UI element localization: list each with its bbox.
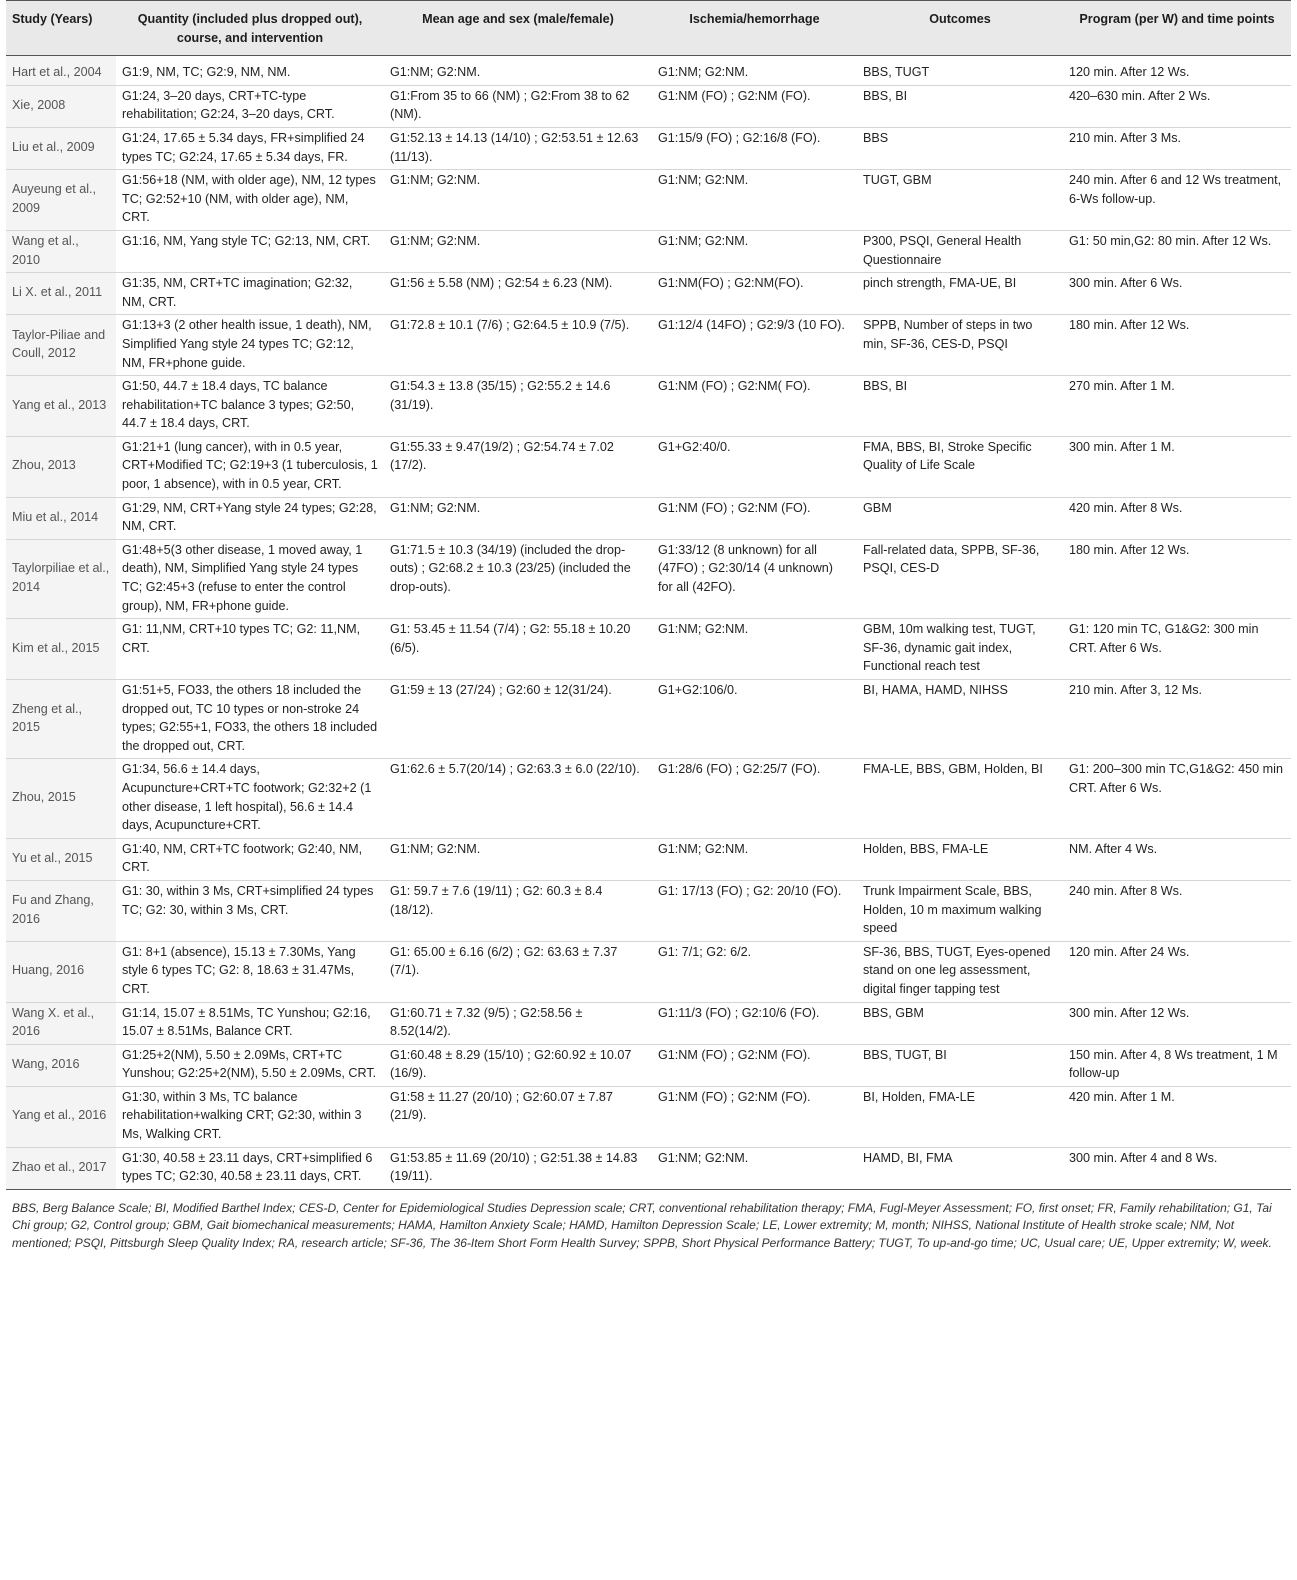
quantity-cell: G1:34, 56.6 ± 14.4 days, Acupuncture+CRT+TC footwork; G2:32+2 (1 other disease, 1 left hospital), 56.6 ± 14.4 days, Acupuncture+CRT. bbox=[116, 759, 384, 838]
study-cell: Taylor-Piliae and Coull, 2012 bbox=[6, 315, 116, 376]
program-cell: 210 min. After 3 Ms. bbox=[1063, 127, 1291, 169]
ischemia-cell: G1:15/9 (FO) ; G2:16/8 (FO). bbox=[652, 127, 857, 169]
program-cell: 120 min. After 12 Ws. bbox=[1063, 56, 1291, 86]
study-cell: Miu et al., 2014 bbox=[6, 497, 116, 539]
outcomes-cell: BI, HAMA, HAMD, NIHSS bbox=[857, 680, 1063, 759]
ischemia-cell: G1:NM; G2:NM. bbox=[652, 838, 857, 880]
table-row bbox=[6, 539, 1291, 618]
study-cell: Xie, 2008 bbox=[6, 85, 116, 127]
outcomes-cell: SPPB, Number of steps in two min, SF-36, CES-D, PSQI bbox=[857, 315, 1063, 376]
table-row bbox=[6, 376, 1291, 437]
table-row bbox=[6, 941, 1291, 1002]
header-program: Program (per W) and time points bbox=[1063, 1, 1291, 56]
age-sex-cell: G1:72.8 ± 10.1 (7/6) ; G2:64.5 ± 10.9 (7/5). bbox=[384, 315, 652, 376]
outcomes-cell: Fall-related data, SPPB, SF-36, PSQI, CES-D bbox=[857, 539, 1063, 618]
ischemia-cell: G1:33/12 (8 unknown) for all (47FO) ; G2:30/14 (4 unknown) for all (42FO). bbox=[652, 539, 857, 618]
age-sex-cell: G1:NM; G2:NM. bbox=[384, 838, 652, 880]
ischemia-cell: G1:11/3 (FO) ; G2:10/6 (FO). bbox=[652, 1002, 857, 1044]
program-cell: G1: 120 min TC, G1&G2: 300 min CRT. After 6 Ws. bbox=[1063, 619, 1291, 680]
study-cell: Wang, 2016 bbox=[6, 1044, 116, 1086]
study-cell: Fu and Zhang, 2016 bbox=[6, 880, 116, 941]
quantity-cell: G1:56+18 (NM, with older age), NM, 12 types TC; G2:52+10 (NM, with older age), NM, CRT. bbox=[116, 170, 384, 231]
study-cell: Li X. et al., 2011 bbox=[6, 273, 116, 315]
age-sex-cell: G1: 65.00 ± 6.16 (6/2) ; G2: 63.63 ± 7.37 (7/1). bbox=[384, 941, 652, 1002]
quantity-cell: G1:21+1 (lung cancer), with in 0.5 year, CRT+Modified TC; G2:19+3 (1 tuberculosis, 1 poor, 1 absence), with in 0.5 year, CRT. bbox=[116, 436, 384, 497]
table-row bbox=[6, 838, 1291, 880]
table-body bbox=[6, 56, 1291, 1190]
quantity-cell: G1: 8+1 (absence), 15.13 ± 7.30Ms, Yang style 6 types TC; G2: 8, 18.63 ± 31.47Ms, CRT. bbox=[116, 941, 384, 1002]
outcomes-cell: FMA-LE, BBS, GBM, Holden, BI bbox=[857, 759, 1063, 838]
table-row bbox=[6, 1002, 1291, 1044]
study-cell: Yu et al., 2015 bbox=[6, 838, 116, 880]
header-quantity: Quantity (included plus dropped out), course, and intervention bbox=[116, 1, 384, 56]
study-cell: Hart et al., 2004 bbox=[6, 56, 116, 86]
table-row bbox=[6, 1086, 1291, 1147]
program-cell: 300 min. After 1 M. bbox=[1063, 436, 1291, 497]
quantity-cell: G1:13+3 (2 other health issue, 1 death), NM, Simplified Yang style 24 types TC; G2:12, NM, FR+phone guide. bbox=[116, 315, 384, 376]
quantity-cell: G1: 30, within 3 Ms, CRT+simplified 24 types TC; G2: 30, within 3 Ms, CRT. bbox=[116, 880, 384, 941]
outcomes-cell: BBS bbox=[857, 127, 1063, 169]
table-footnote: BBS, Berg Balance Scale; BI, Modified Barthel Index; CES-D, Center for Epidemiological Studies Depression scale; CRT, conventional rehabilitation therapy; FMA, Fugl-Meyer Assessment; FO, first onset; FR, Family rehabilitation; G1, Tai Chi group; G2, Control group; GBM, Gait biomechanical measurements; HAMA, Hamilton Anxiety Scale; HAMD, Hamilton Depression Scale; LE, Lower extremity; M, month; NIHSS, National Institute of Health stroke scale; NM, Not mentioned; PSQI, Pittsburgh Sleep Quality Index; RA, research article; SF-36, The 36-Item Short Form Health Survey; SPPB, Short Physical Performance Battery; TUGT, To up-and-go time; UC, Usual care; UE, Upper extremity; W, week. bbox=[12, 1200, 1272, 1251]
age-sex-cell: G1:53.85 ± 11.69 (20/10) ; G2:51.38 ± 14.83 (19/11). bbox=[384, 1147, 652, 1189]
age-sex-cell: G1:NM; G2:NM. bbox=[384, 497, 652, 539]
table-row bbox=[6, 619, 1291, 680]
age-sex-cell: G1:54.3 ± 13.8 (35/15) ; G2:55.2 ± 14.6 (31/19). bbox=[384, 376, 652, 437]
outcomes-cell: BBS, TUGT, BI bbox=[857, 1044, 1063, 1086]
ischemia-cell: G1: 17/13 (FO) ; G2: 20/10 (FO). bbox=[652, 880, 857, 941]
study-cell: Yang et al., 2016 bbox=[6, 1086, 116, 1147]
program-cell: G1: 50 min,G2: 80 min. After 12 Ws. bbox=[1063, 230, 1291, 272]
ischemia-cell: G1:NM (FO) ; G2:NM( FO). bbox=[652, 376, 857, 437]
ischemia-cell: G1:NM (FO) ; G2:NM (FO). bbox=[652, 1044, 857, 1086]
header-ischemia: Ischemia/hemorrhage bbox=[652, 1, 857, 56]
header-outcomes: Outcomes bbox=[857, 1, 1063, 56]
quantity-cell: G1:48+5(3 other disease, 1 moved away, 1 death), NM, Simplified Yang style 24 types TC; G2:45+3 (refuse to enter the control group), NM, FR+phone guide. bbox=[116, 539, 384, 618]
quantity-cell: G1:24, 17.65 ± 5.34 days, FR+simplified 24 types TC; G2:24, 17.65 ± 5.34 days, FR. bbox=[116, 127, 384, 169]
outcomes-cell: pinch strength, FMA-UE, BI bbox=[857, 273, 1063, 315]
study-cell: Liu et al., 2009 bbox=[6, 127, 116, 169]
age-sex-cell: G1:NM; G2:NM. bbox=[384, 170, 652, 231]
outcomes-cell: SF-36, BBS, TUGT, Eyes-opened stand on one leg assessment, digital finger tapping test bbox=[857, 941, 1063, 1002]
study-cell: Zhou, 2013 bbox=[6, 436, 116, 497]
age-sex-cell: G1:52.13 ± 14.13 (14/10) ; G2:53.51 ± 12.63 (11/13). bbox=[384, 127, 652, 169]
ischemia-cell: G1:NM(FO) ; G2:NM(FO). bbox=[652, 273, 857, 315]
quantity-cell: G1:40, NM, CRT+TC footwork; G2:40, NM, CRT. bbox=[116, 838, 384, 880]
age-sex-cell: G1:59 ± 13 (27/24) ; G2:60 ± 12(31/24). bbox=[384, 680, 652, 759]
age-sex-cell: G1:55.33 ± 9.47(19/2) ; G2:54.74 ± 7.02 (17/2). bbox=[384, 436, 652, 497]
outcomes-cell: GBM bbox=[857, 497, 1063, 539]
age-sex-cell: G1:62.6 ± 5.7(20/14) ; G2:63.3 ± 6.0 (22/10). bbox=[384, 759, 652, 838]
ischemia-cell: G1:NM (FO) ; G2:NM (FO). bbox=[652, 497, 857, 539]
outcomes-cell: Holden, BBS, FMA-LE bbox=[857, 838, 1063, 880]
study-cell: Yang et al., 2013 bbox=[6, 376, 116, 437]
ischemia-cell: G1:NM; G2:NM. bbox=[652, 619, 857, 680]
ischemia-cell: G1:NM (FO) ; G2:NM (FO). bbox=[652, 1086, 857, 1147]
table-row bbox=[6, 127, 1291, 169]
program-cell: 120 min. After 24 Ws. bbox=[1063, 941, 1291, 1002]
quantity-cell: G1:25+2(NM), 5.50 ± 2.09Ms, CRT+TC Yunshou; G2:25+2(NM), 5.50 ± 2.09Ms, CRT. bbox=[116, 1044, 384, 1086]
program-cell: 150 min. After 4, 8 Ws treatment, 1 M follow-up bbox=[1063, 1044, 1291, 1086]
age-sex-cell: G1: 53.45 ± 11.54 (7/4) ; G2: 55.18 ± 10.20 (6/5). bbox=[384, 619, 652, 680]
ischemia-cell: G1: 7/1; G2: 6/2. bbox=[652, 941, 857, 1002]
ischemia-cell: G1:NM; G2:NM. bbox=[652, 56, 857, 86]
table-row bbox=[6, 680, 1291, 759]
age-sex-cell: G1:71.5 ± 10.3 (34/19) (included the drop-outs) ; G2:68.2 ± 10.3 (23/25) (included the drop-outs). bbox=[384, 539, 652, 618]
studies-table bbox=[6, 0, 1291, 1190]
program-cell: 270 min. After 1 M. bbox=[1063, 376, 1291, 437]
study-cell: Zhao et al., 2017 bbox=[6, 1147, 116, 1189]
table-row bbox=[6, 880, 1291, 941]
quantity-cell: G1:50, 44.7 ± 18.4 days, TC balance rehabilitation+TC balance 3 types; G2:50, 44.7 ± 18.4 days, CRT. bbox=[116, 376, 384, 437]
study-cell: Zheng et al., 2015 bbox=[6, 680, 116, 759]
ischemia-cell: G1:NM; G2:NM. bbox=[652, 170, 857, 231]
table-row bbox=[6, 315, 1291, 376]
program-cell: NM. After 4 Ws. bbox=[1063, 838, 1291, 880]
age-sex-cell: G1:60.71 ± 7.32 (9/5) ; G2:58.56 ± 8.52(14/2). bbox=[384, 1002, 652, 1044]
quantity-cell: G1:35, NM, CRT+TC imagination; G2:32, NM, CRT. bbox=[116, 273, 384, 315]
ischemia-cell: G1:NM; G2:NM. bbox=[652, 230, 857, 272]
age-sex-cell: G1: 59.7 ± 7.6 (19/11) ; G2: 60.3 ± 8.4 (18/12). bbox=[384, 880, 652, 941]
age-sex-cell: G1:NM; G2:NM. bbox=[384, 230, 652, 272]
table-row bbox=[6, 230, 1291, 272]
program-cell: 420 min. After 8 Ws. bbox=[1063, 497, 1291, 539]
program-cell: 240 min. After 6 and 12 Ws treatment, 6-Ws follow-up. bbox=[1063, 170, 1291, 231]
study-cell: Auyeung et al., 2009 bbox=[6, 170, 116, 231]
quantity-cell: G1:30, within 3 Ms, TC balance rehabilitation+walking CRT; G2:30, within 3 Ms, Walking CRT. bbox=[116, 1086, 384, 1147]
program-cell: 180 min. After 12 Ws. bbox=[1063, 539, 1291, 618]
study-cell: Kim et al., 2015 bbox=[6, 619, 116, 680]
outcomes-cell: BBS, BI bbox=[857, 376, 1063, 437]
program-cell: 300 min. After 12 Ws. bbox=[1063, 1002, 1291, 1044]
outcomes-cell: Trunk Impairment Scale, BBS, Holden, 10 m maximum walking speed bbox=[857, 880, 1063, 941]
age-sex-cell: G1:58 ± 11.27 (20/10) ; G2:60.07 ± 7.87 (21/9). bbox=[384, 1086, 652, 1147]
outcomes-cell: HAMD, BI, FMA bbox=[857, 1147, 1063, 1189]
ischemia-cell: G1:12/4 (14FO) ; G2:9/3 (10 FO). bbox=[652, 315, 857, 376]
header-age-sex: Mean age and sex (male/female) bbox=[384, 1, 652, 56]
ischemia-cell: G1:28/6 (FO) ; G2:25/7 (FO). bbox=[652, 759, 857, 838]
table-row bbox=[6, 436, 1291, 497]
quantity-cell: G1:16, NM, Yang style TC; G2:13, NM, CRT. bbox=[116, 230, 384, 272]
age-sex-cell: G1:60.48 ± 8.29 (15/10) ; G2:60.92 ± 10.07 (16/9). bbox=[384, 1044, 652, 1086]
outcomes-cell: BBS, BI bbox=[857, 85, 1063, 127]
table-row bbox=[6, 759, 1291, 838]
header-study: Study (Years) bbox=[6, 1, 116, 56]
age-sex-cell: G1:From 35 to 66 (NM) ; G2:From 38 to 62 (NM). bbox=[384, 85, 652, 127]
program-cell: 300 min. After 4 and 8 Ws. bbox=[1063, 1147, 1291, 1189]
quantity-cell: G1:51+5, FO33, the others 18 included the dropped out, TC 10 types or non-stroke 24 types; G2:55+1, FO33, the others 18 included the dropped out, CRT. bbox=[116, 680, 384, 759]
outcomes-cell: BBS, TUGT bbox=[857, 56, 1063, 86]
ischemia-cell: G1:NM; G2:NM. bbox=[652, 1147, 857, 1189]
ischemia-cell: G1:NM (FO) ; G2:NM (FO). bbox=[652, 85, 857, 127]
age-sex-cell: G1:NM; G2:NM. bbox=[384, 56, 652, 86]
outcomes-cell: GBM, 10m walking test, TUGT, SF-36, dynamic gait index, Functional reach test bbox=[857, 619, 1063, 680]
study-cell: Wang X. et al., 2016 bbox=[6, 1002, 116, 1044]
table-row bbox=[6, 85, 1291, 127]
outcomes-cell: BI, Holden, FMA-LE bbox=[857, 1086, 1063, 1147]
table-row bbox=[6, 1044, 1291, 1086]
study-cell: Wang et al., 2010 bbox=[6, 230, 116, 272]
outcomes-cell: TUGT, GBM bbox=[857, 170, 1063, 231]
program-cell: G1: 200–300 min TC,G1&G2: 450 min CRT. After 6 Ws. bbox=[1063, 759, 1291, 838]
outcomes-cell: FMA, BBS, BI, Stroke Specific Quality of Life Scale bbox=[857, 436, 1063, 497]
program-cell: 240 min. After 8 Ws. bbox=[1063, 880, 1291, 941]
program-cell: 300 min. After 6 Ws. bbox=[1063, 273, 1291, 315]
study-cell: Huang, 2016 bbox=[6, 941, 116, 1002]
outcomes-cell: P300, PSQI, General Health Questionnaire bbox=[857, 230, 1063, 272]
program-cell: 180 min. After 12 Ws. bbox=[1063, 315, 1291, 376]
quantity-cell: G1: 11,NM, CRT+10 types TC; G2: 11,NM, CRT. bbox=[116, 619, 384, 680]
outcomes-cell: BBS, GBM bbox=[857, 1002, 1063, 1044]
quantity-cell: G1:9, NM, TC; G2:9, NM, NM. bbox=[116, 56, 384, 86]
table-header bbox=[6, 1, 1291, 56]
table-row bbox=[6, 56, 1291, 86]
quantity-cell: G1:14, 15.07 ± 8.51Ms, TC Yunshou; G2:16, 15.07 ± 8.51Ms, Balance CRT. bbox=[116, 1002, 384, 1044]
age-sex-cell: G1:56 ± 5.58 (NM) ; G2:54 ± 6.23 (NM). bbox=[384, 273, 652, 315]
quantity-cell: G1:30, 40.58 ± 23.11 days, CRT+simplified 6 types TC; G2:30, 40.58 ± 23.11 days, CRT. bbox=[116, 1147, 384, 1189]
header-row bbox=[6, 1, 1291, 56]
table-row bbox=[6, 170, 1291, 231]
study-cell: Zhou, 2015 bbox=[6, 759, 116, 838]
table-row bbox=[6, 273, 1291, 315]
program-cell: 420 min. After 1 M. bbox=[1063, 1086, 1291, 1147]
quantity-cell: G1:24, 3–20 days, CRT+TC-type rehabilitation; G2:24, 3–20 days, CRT. bbox=[116, 85, 384, 127]
table-row bbox=[6, 1147, 1291, 1189]
ischemia-cell: G1+G2:40/0. bbox=[652, 436, 857, 497]
program-cell: 420–630 min. After 2 Ws. bbox=[1063, 85, 1291, 127]
study-cell: Taylorpiliae et al., 2014 bbox=[6, 539, 116, 618]
ischemia-cell: G1+G2:106/0. bbox=[652, 680, 857, 759]
quantity-cell: G1:29, NM, CRT+Yang style 24 types; G2:28, NM, CRT. bbox=[116, 497, 384, 539]
program-cell: 210 min. After 3, 12 Ms. bbox=[1063, 680, 1291, 759]
table-row bbox=[6, 497, 1291, 539]
